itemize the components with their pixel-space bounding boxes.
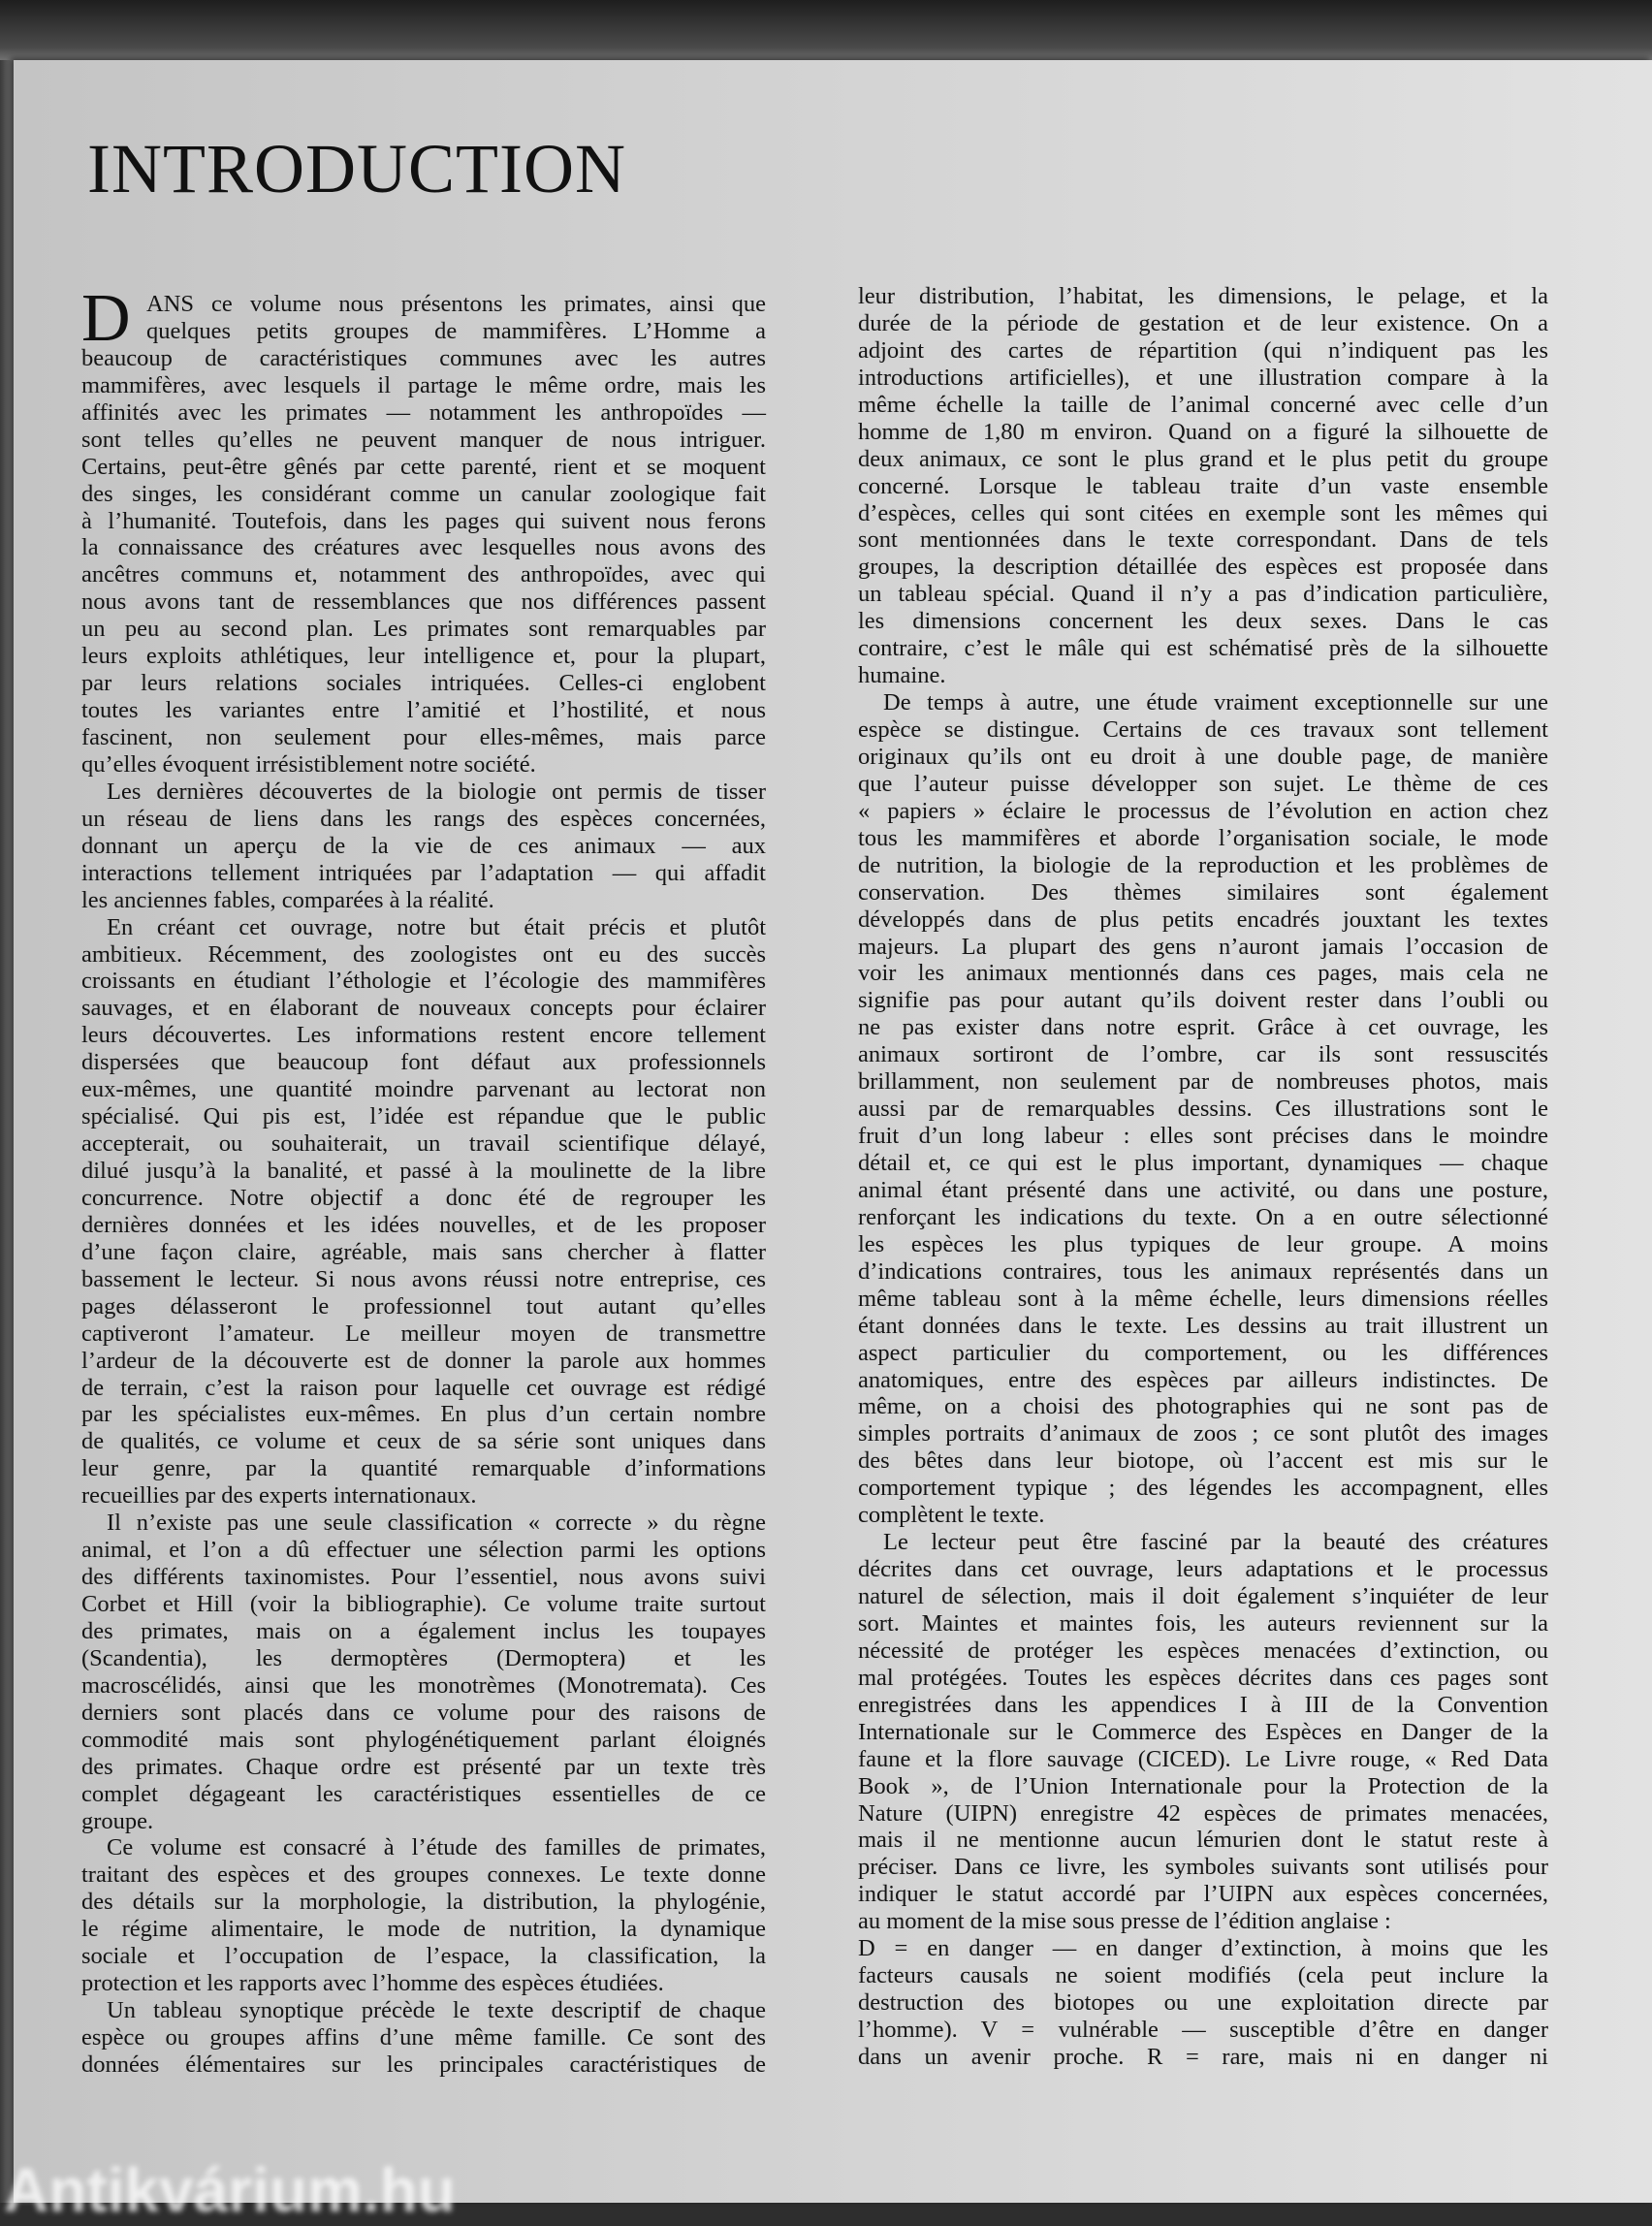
text-line: préciser. Dans ce livre, les symboles suivants sont utilisés pour (858, 1854, 1548, 1881)
text-line: aussi par de remarquables dessins. Ces illustrations sont le (858, 1096, 1548, 1123)
text-line: sont mentionnées dans le texte correspondant. Dans de tels (858, 526, 1548, 554)
text-line: Ce volume est consacré à l’étude des familles de primates, (107, 1834, 766, 1861)
left-text-column (81, 291, 766, 2079)
text-line: contraire, c’est le mâle qui est schématisé près de la silhouette (858, 635, 1548, 662)
paragraph (858, 689, 1548, 1529)
text-line: des primates. Chaque ordre est présenté par un texte très (81, 1753, 766, 1780)
text-line: quelques petits groupes de mammifères. L’Homme a (146, 317, 766, 344)
paragraph (81, 1834, 766, 1997)
text-line: faune et la flore sauvage (CICED). Le Livre rouge, « Red Data (858, 1745, 1548, 1772)
text-line: macroscélidés, ainsi que les monotrèmes (Monotremata). Ces (81, 1671, 766, 1699)
text-line: les anciennes fables, comparées à la réalité. (81, 886, 494, 913)
text-line: étant données dans le texte. Les dessins au trait illustrent un (858, 1312, 1548, 1339)
text-line: dans un avenir proche. R = rare, mais ni en danger ni (858, 2043, 1548, 2070)
drop-cap: D (81, 291, 131, 345)
drop-cap-lines (146, 291, 766, 345)
text-line: Certains, peut-être gênés par cette parenté, rient et se moquent (81, 453, 766, 480)
text-line: d’espèces, celles qui sont citées en exemple sont les mêmes qui (858, 499, 1548, 526)
text-line: au moment de la mise sous presse de l’édition anglaise : (858, 1908, 1391, 1935)
text-line: tous les mammifères et aborde l’organisation sociale, le mode (858, 824, 1548, 851)
text-line: enregistrées dans les appendices I à III de la Convention (858, 1691, 1548, 1718)
text-line: mais il ne mentionne aucun lémurien dont le statut reste à (858, 1827, 1548, 1854)
text-line: En créant cet ouvrage, notre but était précis et plutôt (107, 913, 766, 940)
text-line: de nutrition, la biologie de la reproduction et les problèmes de (858, 851, 1548, 878)
text-line: la connaissance des créatures avec lesquelles nous avons des (81, 534, 766, 561)
text-line: d’indications contraires, tous les animaux représentés dans un (858, 1257, 1548, 1285)
paragraph (858, 283, 1548, 689)
text-line: même, on a choisi des photographies qui ne sont pas de (858, 1393, 1548, 1420)
text-line: donnant un aperçu de la vie de ces animaux — aux (81, 832, 766, 859)
text-line: toutes les variantes entre l’amitié et l’hostilité, et nous (81, 697, 766, 724)
text-line: Internationale sur le Commerce des Espèces en Danger de la (858, 1718, 1548, 1745)
paragraph (81, 291, 766, 779)
text-line: des bêtes dans leur biotope, où l’accent est mis sur le (858, 1447, 1548, 1475)
text-line: facteurs causals ne soient modifiés (cela peut inclure la (858, 1962, 1548, 1989)
text-line: un tableau spécial. Quand il n’y a pas d’indication particulière, (858, 581, 1548, 608)
text-line: interactions tellement intriquées par l’adaptation — qui affadit (81, 859, 766, 886)
text-line: (Scandentia), les dermoptères (Dermoptera) et les (81, 1644, 766, 1671)
text-line: Un tableau synoptique précède le texte descriptif de chaque (107, 1997, 766, 2024)
drop-cap-row (81, 291, 766, 345)
paragraph (81, 1997, 766, 2079)
text-line: adjoint des cartes de répartition (qui n’indiquent pas les (858, 336, 1548, 364)
text-line: beaucoup de caractéristiques communes avec les autres (81, 344, 766, 371)
text-line: indiquer le statut accordé par l’UIPN aux espèces concernées, (858, 1881, 1548, 1908)
text-line: humaine. (858, 662, 946, 689)
text-line: destruction des biotopes ou une exploitation directe par (858, 1989, 1548, 2017)
text-line: espèce se distingue. Certains de ces travaux sont tellement (858, 716, 1548, 743)
text-line: leurs découvertes. Les informations restent encore tellement (81, 1022, 766, 1049)
text-line: affinités avec les primates — notamment les anthropoïdes — (81, 398, 766, 426)
text-line: ANS ce volume nous présentons les primates, ainsi que (146, 291, 766, 317)
paragraph (858, 1935, 1548, 2071)
text-line: traitant des espèces et des groupes connexes. Le texte donne (81, 1861, 766, 1889)
text-line: d’une façon claire, agréable, mais sans chercher à flatter (81, 1238, 766, 1265)
text-line: les espèces les plus typiques de leur groupe. A moins (858, 1230, 1548, 1257)
text-line: De temps à autre, une étude vraiment exceptionnelle sur une (883, 689, 1548, 716)
text-line: des différents taxinomistes. Pour l’essentiel, nous avons suivi (81, 1564, 766, 1591)
watermark: Antikvárium.hu (4, 2155, 456, 2225)
text-line: durée de la période de gestation et de leur existence. On a (858, 309, 1548, 336)
paragraph (81, 779, 766, 914)
text-line: commodité mais sont phylogénétiquement parlant éloignés (81, 1726, 766, 1753)
text-line: fascinent, non seulement pour elles-mêmes, mais parce (81, 724, 766, 751)
text-line: voir les animaux mentionnés dans ces pages, mais cela ne (858, 960, 1548, 987)
text-line: données élémentaires sur les principales caractéristiques de (81, 2051, 766, 2078)
paragraph (81, 914, 766, 1510)
text-line: introductions artificielles), et une illustration compare à la (858, 364, 1548, 391)
text-line: des singes, les considérant comme un canular zoologique fait (81, 480, 766, 507)
text-line: Le lecteur peut être fasciné par la beauté des créatures (883, 1529, 1548, 1556)
text-line: Il n’existe pas une seule classification « correcte » du règne (107, 1510, 766, 1537)
text-line: l’homme). V = vulnérable — susceptible d’être en danger (858, 2017, 1548, 2043)
text-line: eux-mêmes, une quantité moindre parvenant au lectorat non (81, 1076, 766, 1103)
text-line: espèce ou groupes affins d’une même famille. Ce sont des (81, 2024, 766, 2051)
text-line: dispersées que beaucoup font défaut aux professionnels (81, 1049, 766, 1076)
text-line: leur genre, par la quantité remarquable d’informations (81, 1455, 766, 1482)
text-line: renforçant les indications du texte. On a en outre sélectionné (858, 1203, 1548, 1230)
text-line: groupe. (81, 1807, 154, 1834)
text-line: pages délasseront le professionnel tout autant qu’elles (81, 1292, 766, 1320)
text-line: simples portraits d’animaux de zoos ; ce sont plutôt des images (858, 1420, 1548, 1447)
text-line: ne pas exister dans notre esprit. Grâce à cet ouvrage, les (858, 1014, 1548, 1041)
text-line: protection et les rapports avec l’homme des espèces étudiées. (81, 1970, 664, 1997)
text-line: concerné. Lorsque le tableau traite d’un vaste ensemble (858, 472, 1548, 499)
text-line: comportement typique ; des légendes les accompagnent, elles (858, 1475, 1548, 1502)
text-line: de terrain, c’est la raison pour laquelle cet ouvrage est rédigé (81, 1374, 766, 1401)
text-line: des détails sur la morphologie, la distribution, la phylogénie, (81, 1889, 766, 1916)
text-line: ambitieux. Récemment, des zoologistes ont eu des succès (81, 940, 766, 968)
text-line: nécessité de protéger les espèces menacées d’extinction, ou (858, 1637, 1548, 1664)
text-line: de qualités, ce volume et ceux de sa série sont uniques dans (81, 1428, 766, 1455)
text-line: derniers sont placés dans ce volume pour des raisons de (81, 1699, 766, 1726)
text-line: aspect particulier du comportement, ou les différences (858, 1339, 1548, 1366)
text-line: bassement le lecteur. Si nous avons réussi notre entreprise, ces (81, 1265, 766, 1292)
text-line: concurrence. Notre objectif a donc été de regrouper les (81, 1184, 766, 1211)
text-line: Book », de l’Union Internationale pour la Protection de la (858, 1772, 1548, 1799)
text-line: captiveront l’amateur. Le meilleur moyen de transmettre (81, 1320, 766, 1347)
text-line: animaux sortiront de l’ombre, car ils sont ressuscités (858, 1041, 1548, 1068)
text-line: sont telles qu’elles ne peuvent manquer de nous intriguer. (81, 426, 766, 453)
text-line: un peu au second plan. Les primates sont remarquables par (81, 616, 766, 643)
text-line: animal, et l’on a dû effectuer une sélection parmi les options (81, 1537, 766, 1564)
text-line: conservation. Des thèmes similaires sont également (858, 878, 1548, 906)
text-line: que l’auteur puisse développer son sujet. Le thème de ces (858, 770, 1548, 797)
text-line: décrites dans cet ouvrage, leurs adaptations et le processus (858, 1556, 1548, 1583)
text-line: par les spécialistes eux-mêmes. En plus d’un certain nombre (81, 1401, 766, 1428)
text-line: détail et, ce qui est le plus important, dynamiques — chaque (858, 1150, 1548, 1176)
text-line: qu’elles évoquent irrésistiblement notre société. (81, 750, 536, 778)
text-line: spécialisé. Qui pis est, l’idée est répandue que le public (81, 1103, 766, 1130)
text-line: Nature (UIPN) enregistre 42 espèces de primates menacées, (858, 1799, 1548, 1827)
text-line: signifie pas pour autant qu’ils doivent rester dans l’oubli ou (858, 987, 1548, 1014)
text-line: Corbet et Hill (voir la bibliographie). Ce volume traite surtout (81, 1591, 766, 1618)
text-line: deux animaux, ce sont le plus grand et le plus petit du groupe (858, 445, 1548, 472)
text-line: « papiers » éclaire le processus de l’évolution en action chez (858, 797, 1548, 824)
text-line: un réseau de liens dans les rangs des espèces concernées, (81, 805, 766, 832)
text-line: recueillies par des experts internationaux. (81, 1482, 477, 1510)
paragraph (81, 1510, 766, 1834)
text-line: sociale et l’occupation de l’espace, la classification, la (81, 1943, 766, 1970)
text-line: croissants en étudiant l’éthologie et l’écologie des mammifères (81, 968, 766, 995)
text-line: originaux qu’ils ont eu droit à une double page, de manière (858, 743, 1548, 770)
text-line: les dimensions concernent les deux sexes. Dans le cas (858, 608, 1548, 635)
text-line: par leurs relations sociales intriquées. Celles-ci englobent (81, 670, 766, 697)
text-line: accepterait, ou souhaiterait, un travail scientifique délayé, (81, 1130, 766, 1158)
text-line: développés dans de plus petits encadrés jouxtant les textes (858, 906, 1548, 933)
text-line: Les dernières découvertes de la biologie ont permis de tisser (107, 778, 766, 805)
text-line: dernières données et les idées nouvelles, et de les proposer (81, 1211, 766, 1238)
right-text-column (858, 283, 1548, 2071)
text-line: l’ardeur de la découverte est de donner la parole aux hommes (81, 1347, 766, 1374)
text-line: leurs exploits athlétiques, leur intelligence et, pour la plupart, (81, 643, 766, 670)
text-line: même tableau sont à la même échelle, leurs dimensions réelles (858, 1285, 1548, 1312)
text-line: leur distribution, l’habitat, les dimensions, le pelage, et la (858, 283, 1548, 309)
text-line: nous avons tant de ressemblances que nos différences passent (81, 588, 766, 616)
text-line: anatomiques, entre des espèces par ailleurs indistinctes. De (858, 1366, 1548, 1393)
book-spine-edge (0, 60, 14, 2203)
text-line: sort. Maintes et maintes fois, les auteurs reviennent sur la (858, 1609, 1548, 1637)
text-line: dilué jusqu’à la banalité, et passé à la moulinette de la libre (81, 1158, 766, 1185)
text-line: même échelle la taille de l’animal concerné avec celle d’un (858, 391, 1548, 418)
text-line: groupes, la description détaillée des espèces est proposée dans (858, 554, 1548, 581)
text-line: mal protégées. Toutes les espèces décrites dans ces pages sont (858, 1664, 1548, 1691)
text-line: majeurs. La plupart des gens n’auront jamais l’occasion de (858, 933, 1548, 960)
text-line: naturel de sélection, mais il doit également s’inquiéter de leur (858, 1583, 1548, 1609)
text-line: D = en danger — en danger d’extinction, à moins que les (858, 1935, 1548, 1962)
text-line: homme de 1,80 m environ. Quand on a figuré la silhouette de (858, 418, 1548, 445)
text-line: ancêtres communs et, notamment des anthropoïdes, avec qui (81, 561, 766, 588)
text-line: complètent le texte. (858, 1502, 1045, 1529)
text-line: fruit d’un long labeur : elles sont précises dans le moindre (858, 1123, 1548, 1150)
paragraph (858, 1529, 1548, 1935)
text-line: des primates, mais on a également inclus les toupayes (81, 1617, 766, 1644)
text-line: brillamment, non seulement par de nombreuses photos, mais (858, 1068, 1548, 1096)
text-line: sauvages, et en élaborant de nouveaux concepts pour éclairer (81, 995, 766, 1022)
text-line: mammifères, avec lesquels il partage le même ordre, mais les (81, 371, 766, 398)
text-line: animal étant présenté dans une activité, ou dans une posture, (858, 1176, 1548, 1203)
background-top-band (0, 0, 1652, 68)
text-line: le régime alimentaire, le mode de nutrition, la dynamique (81, 1916, 766, 1943)
page-title: INTRODUCTION (87, 130, 626, 207)
text-line: complet dégageant les caractéristiques essentielles de ce (81, 1780, 766, 1807)
text-line: à l’humanité. Toutefois, dans les pages qui suivent nous ferons (81, 507, 766, 534)
